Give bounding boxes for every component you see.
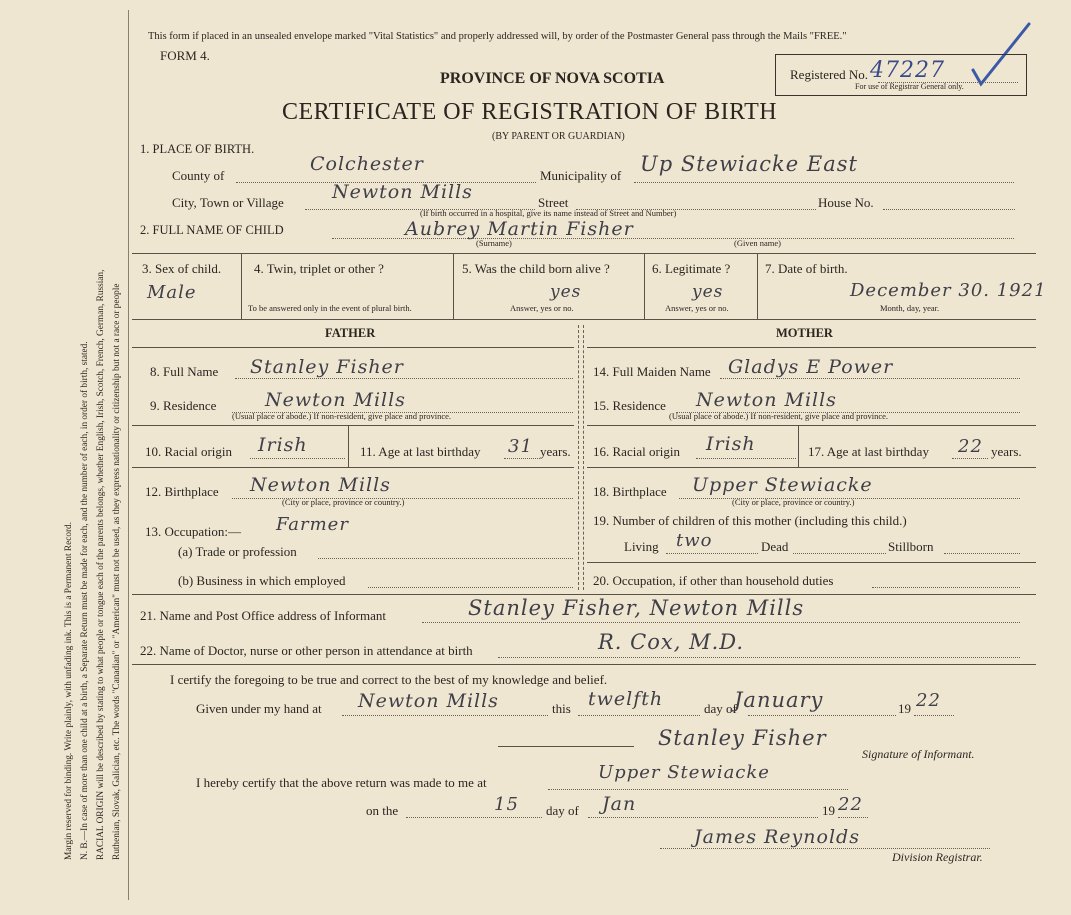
father-residence-value: Newton Mills: [265, 389, 406, 411]
on-day-value: 15: [494, 794, 519, 815]
mother-occupation-label: 20. Occupation, if other than household duties: [593, 573, 834, 588]
margin-note-racial-origin: RACIAL ORIGIN will be described by stating to what people or tongue each of the parents belongs, whether English, Irish, Scotch, French, German, Russian,: [96, 269, 106, 860]
year-value: 22: [916, 690, 941, 711]
mother-name-value: Gladys E Power: [728, 356, 894, 378]
born-alive-label: 5. Was the child born alive ?: [462, 261, 610, 276]
on-the-label: on the: [366, 803, 399, 818]
given-place-value: Newton Mills: [358, 690, 499, 712]
living-label: Living: [624, 539, 659, 554]
father-racial-value: Irish: [258, 434, 308, 456]
child-name-label: 2. FULL NAME OF CHILD: [140, 223, 284, 237]
mother-racial-label: 16. Racial origin: [593, 444, 681, 459]
attendant-label: 22. Name of Doctor, nurse or other person in attendance at birth: [140, 643, 473, 658]
child-name-value: Aubrey Martin Fisher: [405, 218, 634, 240]
sex-value: Male: [147, 282, 197, 303]
date-of-birth-value: December 30. 1921: [850, 280, 1047, 301]
margin-rule: [128, 10, 129, 900]
mother-residence-note: (Usual place of abode.) If non-resident, give place and province.: [669, 411, 889, 421]
province-heading: PROVINCE OF NOVA SCOTIA: [440, 70, 665, 87]
registrar-label: Division Registrar.: [892, 850, 983, 864]
father-birthplace-label: 12. Birthplace: [145, 484, 219, 499]
informant-signature: Stanley Fisher: [658, 726, 827, 750]
mother-birthplace-label: 18. Birthplace: [593, 484, 667, 499]
county-label: County of: [172, 168, 225, 183]
hospital-note: (If birth occurred in a hospital, give its name instead of Street and Number): [420, 208, 677, 218]
day-of-label: day of: [704, 701, 737, 716]
registrar-signature: James Reynolds: [694, 826, 860, 848]
given-under-label: Given under my hand at: [196, 701, 322, 716]
informant-signature-label: Signature of Informant.: [862, 747, 975, 761]
on-month-value: Jan: [602, 793, 637, 815]
on-day-of-label: day of: [546, 803, 579, 818]
year-prefix: 19: [898, 701, 911, 716]
mother-residence-label: 15. Residence: [593, 398, 666, 413]
hereby-place-value: Upper Stewiacke: [598, 762, 770, 783]
father-name-label: 8. Full Name: [150, 364, 219, 379]
stillborn-label: Stillborn: [888, 539, 934, 554]
margin-note-multiple-births: N. B.—In case of more than one child at a birth, a Separate Return must be made for each, and the number of each, in order of birth, stated.: [80, 341, 90, 860]
dead-label: Dead: [761, 539, 789, 554]
born-alive-value: yes: [550, 282, 582, 302]
margin-note-racial-origin-cont: Ruthenian, Slovak, Galician, etc. The words "Canadian" or "American" must not be used, as they express nationality or citizenship but not a race or people: [112, 283, 122, 860]
mother-residence-value: Newton Mills: [696, 389, 837, 411]
father-residence-note: (Usual place of abode.) If non-resident, give place and province.: [232, 411, 452, 421]
mail-note: This form if placed in an unsealed envelope marked "Vital Statistics" and properly addressed will, by order of the Postmaster General pass through the Mails "FREE.": [148, 31, 847, 42]
mother-name-label: 14. Full Maiden Name: [593, 364, 711, 379]
legitimate-note: Answer, yes or no.: [665, 303, 729, 313]
mother-racial-value: Irish: [706, 433, 756, 455]
father-heading: FATHER: [325, 326, 376, 340]
twin-note: To be answered only in the event of plural birth.: [248, 303, 412, 313]
page-subtitle: (BY PARENT OR GUARDIAN): [492, 131, 625, 142]
mother-years-label: years.: [991, 444, 1022, 459]
registered-number: 47227: [870, 58, 945, 83]
mother-birthplace-note: (City or place, province or country.): [732, 497, 855, 507]
page-title: CERTIFICATE OF REGISTRATION OF BIRTH: [282, 99, 778, 125]
place-of-birth-label: 1. PLACE OF BIRTH.: [140, 142, 255, 156]
father-occupation-value: Farmer: [276, 514, 349, 535]
street-label: Street: [538, 195, 569, 210]
father-name-value: Stanley Fisher: [250, 356, 404, 378]
given-name-label: (Given name): [734, 238, 781, 248]
attendant-value: R. Cox, M.D.: [598, 630, 745, 654]
father-birthplace-value: Newton Mills: [250, 474, 391, 496]
legitimate-value: yes: [692, 282, 724, 302]
father-business-label: (b) Business in which employed: [178, 573, 346, 588]
father-racial-label: 10. Racial origin: [145, 444, 233, 459]
date-of-birth-label: 7. Date of birth.: [765, 261, 848, 276]
father-occupation-label: 13. Occupation:—: [145, 524, 242, 539]
on-year-value: 22: [838, 794, 863, 815]
registrar-only-note: For use of Registrar General only.: [855, 82, 964, 91]
house-number-label: House No.: [818, 195, 874, 210]
margin-note-binding: Margin reserved for binding. Write plainly, with unfading ink. This is a Permanent Record.: [64, 521, 74, 860]
form-number: FORM 4.: [160, 48, 210, 63]
this-label: this: [552, 701, 571, 716]
municipality-label: Municipality of: [540, 168, 622, 183]
born-alive-note: Answer, yes or no.: [510, 303, 574, 313]
legitimate-label: 6. Legitimate ?: [652, 261, 731, 276]
month-value: January: [734, 688, 824, 712]
on-year-prefix: 19: [822, 803, 835, 818]
registered-label: Registered No.: [790, 67, 868, 82]
mother-age-label: 17. Age at last birthday: [808, 444, 929, 459]
day-value: twelfth: [588, 688, 664, 710]
father-age-value: 31: [508, 436, 533, 457]
mother-birthplace-value: Upper Stewiacke: [692, 474, 873, 496]
mother-heading: MOTHER: [776, 326, 833, 340]
father-years-label: years.: [540, 444, 571, 459]
mother-age-value: 22: [958, 436, 983, 457]
informant-value: Stanley Fisher, Newton Mills: [468, 596, 805, 620]
father-birthplace-note: (City or place, province or country.): [282, 497, 405, 507]
county-value: Colchester: [310, 153, 424, 175]
father-age-label: 11. Age at last birthday: [360, 444, 481, 459]
date-of-birth-note: Month, day, year.: [880, 303, 940, 313]
father-residence-label: 9. Residence: [150, 398, 217, 413]
informant-label: 21. Name and Post Office address of Informant: [140, 608, 386, 623]
city-value: Newton Mills: [332, 181, 473, 203]
sex-label: 3. Sex of child.: [142, 261, 222, 276]
living-value: two: [676, 530, 713, 551]
city-label: City, Town or Village: [172, 195, 284, 210]
municipality-value: Up Stewiacke East: [640, 152, 858, 176]
surname-label: (Surname): [476, 238, 512, 248]
hereby-certify-label: I hereby certify that the above return was made to me at: [196, 775, 487, 790]
twin-label: 4. Twin, triplet or other ?: [254, 261, 384, 276]
father-trade-label: (a) Trade or profession: [178, 544, 297, 559]
certify-statement: I certify the foregoing to be true and correct to the best of my knowledge and belief.: [170, 672, 608, 687]
mother-children-label: 19. Number of children of this mother (including this child.): [593, 513, 907, 528]
